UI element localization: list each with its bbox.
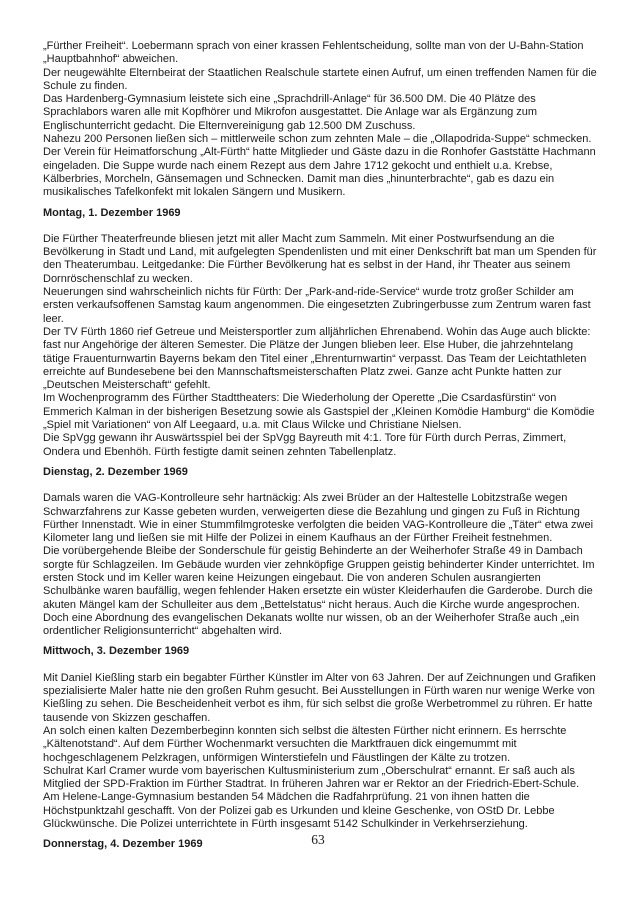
chronicle-entry: Nahezu 200 Personen ließen sich – mittlerweile schon zum zehnten Male – die „Ollapodrida-Suppe“ schmecken. Der Verein für Heimatforschung „Alt-Fürth“ hatte Mitglieder und Gäste dazu in die Ronhofer Gaststätte Hachmann eingeladen. Die Suppe wurde nach einem Rezept aus dem Jahre 1712 gekocht und enthielt u.a. Krebse, Kälberbries, Morcheln, Gänsemagen und Schnecken. Damit man dies „hinunterbrachte“, gab es dazu ein musikalisches Tafelkonfekt mit lokalen Sängern und Musikern. <box>43 133 596 199</box>
date-heading: Mittwoch, 3. Dezember 1969 <box>43 645 190 658</box>
page-number: 63 <box>311 832 325 847</box>
chronicle-entry: Die Fürther Theaterfreunde bliesen jetzt mit aller Macht zum Sammeln. Mit einer Postwurfsendung an die Bevölkerung in Stadt und Land, mit aufgelegten Spendenlisten und mit einer Denkschrift bat man um Spenden für den Theaterumbau. Leitgedanke: Die Fürther Bevölkerung hat es selbst in der Hand, ihr Theater aus seinem Dornröschenschlaf zu wecken. <box>43 232 597 285</box>
date-heading: Montag, 1. Dezember 1969 <box>43 206 181 219</box>
date-heading: Dienstag, 2. Dezember 1969 <box>43 465 188 478</box>
chronicle-entry: Der neugewählte Elternbeirat der Staatlichen Realschule startete einen Aufruf, um einen treffenden Namen für die Schule zu finden. <box>43 66 597 92</box>
chronicle-entry: „Fürther Freiheit“. Loebermann sprach von einer krassen Fehlentscheidung, sollte man von der U-Bahn-Station „Hauptbahnhof“ abweichen. <box>43 40 584 66</box>
page-content <box>43 40 600 865</box>
chronicle-entry: Im Wochenprogramm des Fürther Stadttheaters: Die Wiederholung der Operette „Die Csardasfürstin“ von Emmerich Kalman in der bisherigen Besetzung sowie als Gastspiel der „Kleinen Komödie Hamburg“ die Komödie „Spiel mit Variationen“ von Alf Leegaard, u.a. mit Claus Wilcke und Christiane Nielsen. <box>43 392 595 432</box>
chronicle-entry: Mit Daniel Kießling starb ein begabter Fürther Künstler im Alter von 63 Jahren. Der auf Zeichnungen und Grafiken spezialisierte Maler hatte nie den großen Ruhm gesucht. Bei Ausstellungen in Fürth waren nur wenige Werke von Kießling zu sehen. Die Bescheidenheit verbot es ihm, für sich selbst die große Werbetrommel zu rühren. Er hatte tausende von Skizzen geschaffen. <box>43 671 596 724</box>
chronicle-entry: An solch einen kalten Dezemberbeginn konnten sich selbst die ältesten Fürther nicht erinnern. Es herrschte „Kältenotstand“. Auf dem Fürther Wochenmarkt versuchten die Marktfrauen dick eingemummt mit hochgeschlagenem Pelzkragen, unförmigen Winterstiefeln und Fäustlingen der Kälte zu trotzen. <box>43 724 567 764</box>
chronicle-entry: Die vorübergehende Bleibe der Sonderschule für geistig Behinderte an der Weiherhofer Straße 49 in Dambach sorgte für Schlagzeilen. Im Gebäude wurden vier zehnköpfige Gruppen geistig behinderter Kinder unterrichtet. Im ersten Stock und im Keller waren keine Heizungen eingebaut. Die von anderen Schulen ausrangierten Schulbänke waren baufällig, wegen fehlender Haken ersetzte ein wüster Kleiderhaufen die Garderobe. Durch die akuten Mängel kam der Schulleiter aus dem „Bettelstatus“ nicht heraus. Auch die Kirche wurde angesprochen. Doch eine Abordnung des evangelischen Dekanats wollte nur wissen, ob an der Weiherhofer Straße auch „ein ordentlicher Religionsunterricht“ abgehalten wird. <box>43 545 595 638</box>
chronicle-entry: Neuerungen sind wahrscheinlich nichts für Fürth: Der „Park-and-ride-Service“ wurde trotz großer Schilder am ersten verkaufsoffenen Samstag kaum angenommen. Die eingesetzten Zubringerbusse zum Zentrum waren fast leer. <box>43 286 591 325</box>
chronicle-entry: Damals waren die VAG-Kontrolleure sehr hartnäckig: Als zwei Brüder an der Haltestelle Lobitzstraße wegen Schwarzfahrens zur Kasse gebeten wurden, verweigerten diese die Bezahlung und gingen zu Fuß in Richtung Fürther Innenstadt. Wie in einer Stummfilmgroteske verfolgten die beiden VAG-Kontrolleure die „Täter“ etwa zwei Kilometer lang und ließen sie mit Hilfe der Polizei in einem Kaufhaus an der Fürther Freiheit festnehmen. <box>43 492 594 545</box>
chronicle-entry: Der TV Fürth 1860 rief Getreue und Meistersportler zum alljährlichen Ehrenabend. Wohin das Auge auch blickte: fast nur Angehörige der älteren Semester. Die Plätze der Jungen blieben leer. Else Huber, die jahrzehntelang tätige Frauenturnwartin Bayerns bekam den Titel einer „Ehrenturnwartin“ verpasst. Das Team der Leichtathleten erreichte auf Bundesebene bei den Mannschaftsmeisterschaften Platz zwei. Ganze acht Punkte hatten zur „Deutschen Meisterschaft“ gefehlt. <box>43 325 591 392</box>
date-heading: Donnerstag, 4. Dezember 1969 <box>43 838 203 851</box>
chronicle-entry: Am Helene-Lange-Gymnasium bestanden 54 Mädchen die Radfahrprüfung. 21 von ihnen hatten die Höchstpunktzahl geschafft. Von der Polizei gab es Urkunden und kleine Geschenke, von OStD Dr. Lebbe Glückwünsche. Die Polizei unterrichtete in Fürth insgesamt 5142 Schulkinder in Verkehrserziehung. <box>43 791 555 831</box>
chronicle-entry: Schulrat Karl Cramer wurde vom bayerischen Kultusministerium zum „Oberschulrat“ ernannt. Er saß auch als Mitglied der SPD-Fraktion im Fürther Stadtrat. In früheren Jahren war er Rektor an der Friedrich-Ebert-Schule. <box>43 764 580 791</box>
chronicle-entry: Das Hardenberg-Gymnasium leistete sich eine „Sprachdrill-Anlage“ für 36.500 DM. Die 40 Plätze des Sprachlabors waren alle mit Kopfhörer und Mikrofon ausgestattet. Die Anlage war als Ergänzung zum Englischunterricht gedacht. Die Elternvereinigung gab 12.500 DM Zuschuss. <box>43 93 538 132</box>
chronicle-entry: Die SpVgg gewann ihr Auswärtsspiel bei der SpVgg Bayreuth mit 4:1. Tore für Fürth durch Perras, Zimmert, Ondera und Ebenhöh. Fürth festigte damit seinen zehnten Tabellenplatz. <box>43 432 567 458</box>
